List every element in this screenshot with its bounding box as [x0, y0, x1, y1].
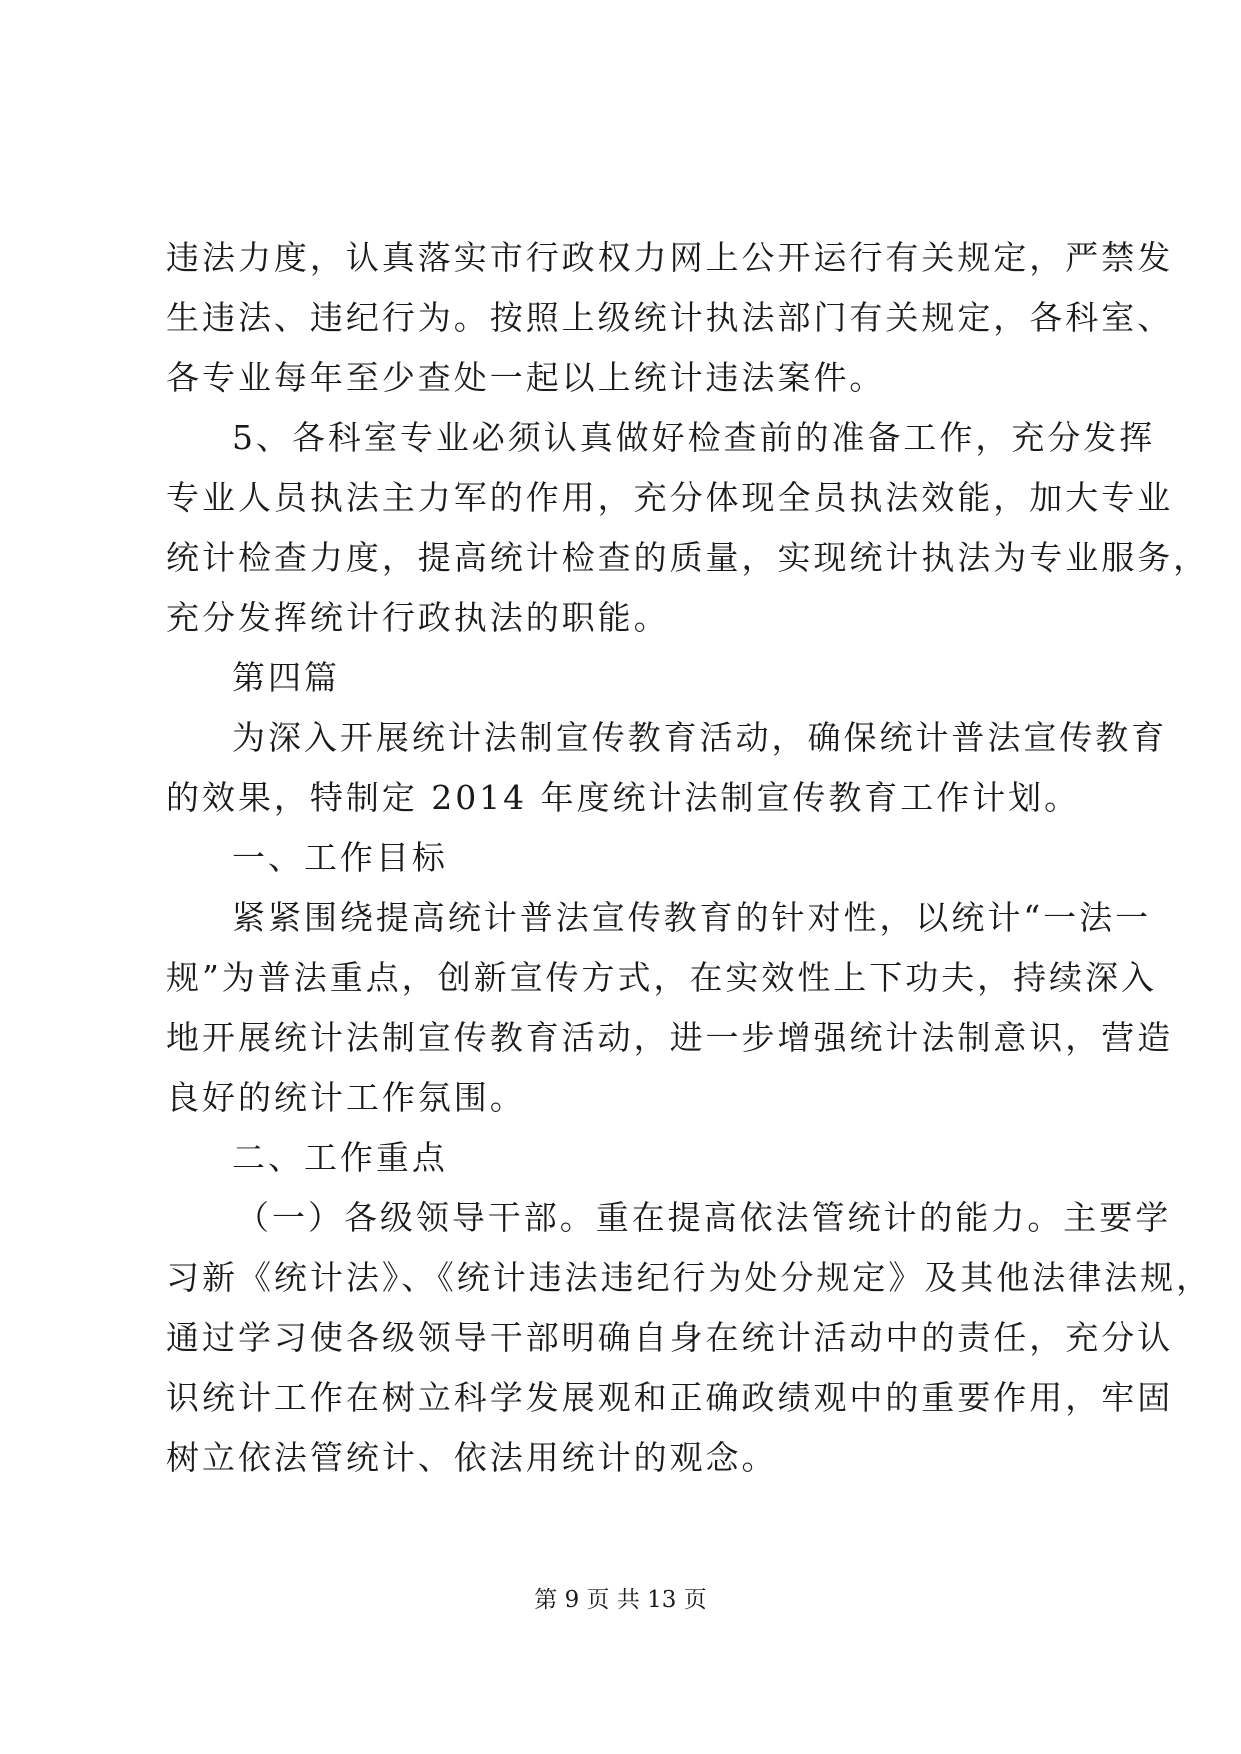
text-line: 专业人员执法主力军的作用，充分体现全员执法效能，加大专业: [166, 478, 1174, 517]
text-line: 生违法、违纪行为。按照上级统计执法部门有关规定，各科室、: [166, 298, 1174, 337]
text-line: 树立依法管统计、依法用统计的观念。: [166, 1438, 778, 1477]
text-line: 各专业每年至少查处一起以上统计违法案件。: [166, 358, 886, 397]
paragraph-start: 5、各科室专业必须认真做好检查前的准备工作，充分发挥: [232, 418, 1156, 457]
text-line: 地开展统计法制宣传教育活动，进一步增强统计法制意识，营造: [166, 1018, 1174, 1057]
text-line: 习新《统计法》、《统计违法违纪行为处分规定》及其他法律法规，: [166, 1258, 1213, 1297]
paragraph-start: （一）各级领导干部。重在提高依法管统计的能力。主要学: [236, 1198, 1172, 1237]
text-line: 良好的统计工作氛围。: [166, 1078, 526, 1117]
text-line: 通过学习使各级领导干部明确自身在统计活动中的责任，充分认: [166, 1318, 1174, 1357]
section-heading: 二、工作重点: [232, 1138, 448, 1177]
text-line: 统计检查力度，提高统计检查的质量，实现统计执法为专业服务，: [166, 538, 1210, 577]
paragraph-start: 为深入开展统计法制宣传教育活动，确保统计普法宣传教育: [232, 718, 1168, 757]
text-line: 充分发挥统计行政执法的职能。: [166, 598, 670, 637]
text-line: 的效果，特制定 2014 年度统计法制宣传教育工作计划。: [166, 778, 1081, 817]
text-line: 违法力度，认真落实市行政权力网上公开运行有关规定，严禁发: [166, 238, 1174, 277]
text-line: 识统计工作在树立科学发展观和正确政绩观中的重要作用，牢固: [166, 1378, 1174, 1417]
section-heading: 一、工作目标: [232, 838, 448, 877]
page-footer: 第 9 页 共 13 页: [534, 1587, 707, 1613]
document-body: [166, 228, 1213, 1488]
section-heading: 第四篇: [232, 658, 340, 697]
text-line: 规”为普法重点，创新宣传方式，在实效性上下功夫，持续深入: [166, 958, 1158, 997]
paragraph-start: 紧紧围绕提高统计普法宣传教育的针对性，以统计“一法一: [232, 898, 1152, 937]
